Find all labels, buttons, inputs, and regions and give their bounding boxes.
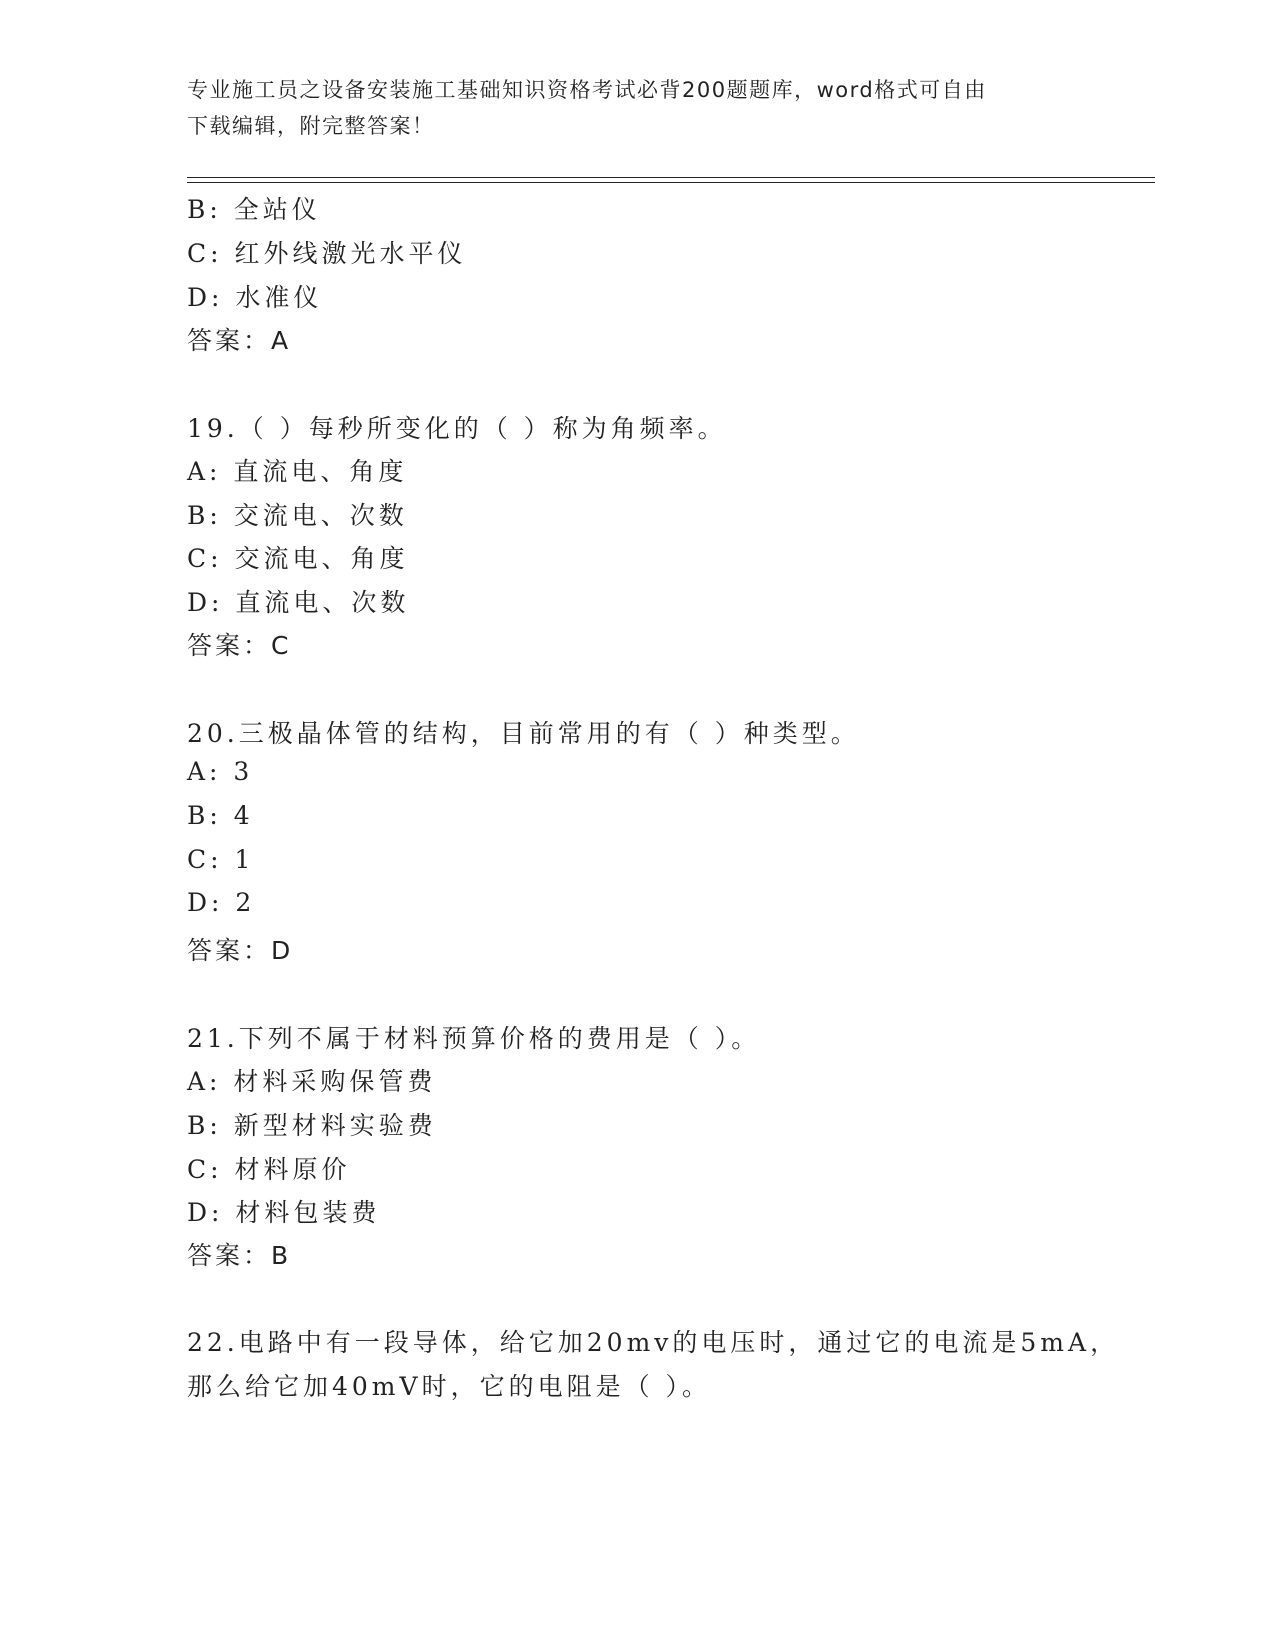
q21-answer: 答案：B [187,1241,292,1270]
header-title-line2: 下载编辑，附完整答案！ [187,114,435,138]
q18-option-b: B: 全站仪 [187,195,321,224]
q20-question: 20.三极晶体管的结构，目前常用的有（ ）种类型。 [187,719,860,748]
q21-option-b: B: 新型材料实验费 [187,1111,437,1140]
q20-option-c: C: 1 [187,845,255,874]
q20-answer: 答案：D [187,936,294,965]
header-divider-top [187,177,1155,178]
header-divider-bottom [187,182,1155,183]
q18-option-c: C: 红外线激光水平仪 [187,239,467,268]
q21-option-c: C: 材料原价 [187,1155,351,1184]
header-title-line1: 专业施工员之设备安装施工基础知识资格考试必背200题题库，word格式可自由 [187,78,987,102]
q19-question: 19.（ ）每秒所变化的（ ）称为角频率。 [187,414,727,443]
q21-question: 21.下列不属于材料预算价格的费用是（ ）。 [187,1024,761,1053]
q19-option-a: A: 直流电、角度 [187,457,408,486]
document-header [187,72,1087,144]
q19-option-c: C: 交流电、角度 [187,544,409,573]
q19-option-d: D: 直流电、次数 [187,588,410,617]
q21-option-d: D: 材料包装费 [187,1198,381,1227]
q20-option-d: D: 2 [187,888,256,917]
q20-option-b: B: 4 [187,801,254,830]
q22-question-line2: 那么给它加40mV时，它的电阻是（ ）。 [187,1372,712,1401]
q19-answer: 答案：C [187,631,292,660]
q22-question-line1: 22.电路中有一段导体，给它加20mv的电压时，通过它的电流是5mA， [187,1328,1120,1357]
q19-option-b: B: 交流电、次数 [187,501,408,530]
q18-answer: 答案：A [187,326,292,355]
q18-option-d: D: 水准仪 [187,283,323,312]
q21-option-a: A: 材料采购保管费 [187,1067,437,1096]
q20-option-a: A: 3 [187,757,254,786]
